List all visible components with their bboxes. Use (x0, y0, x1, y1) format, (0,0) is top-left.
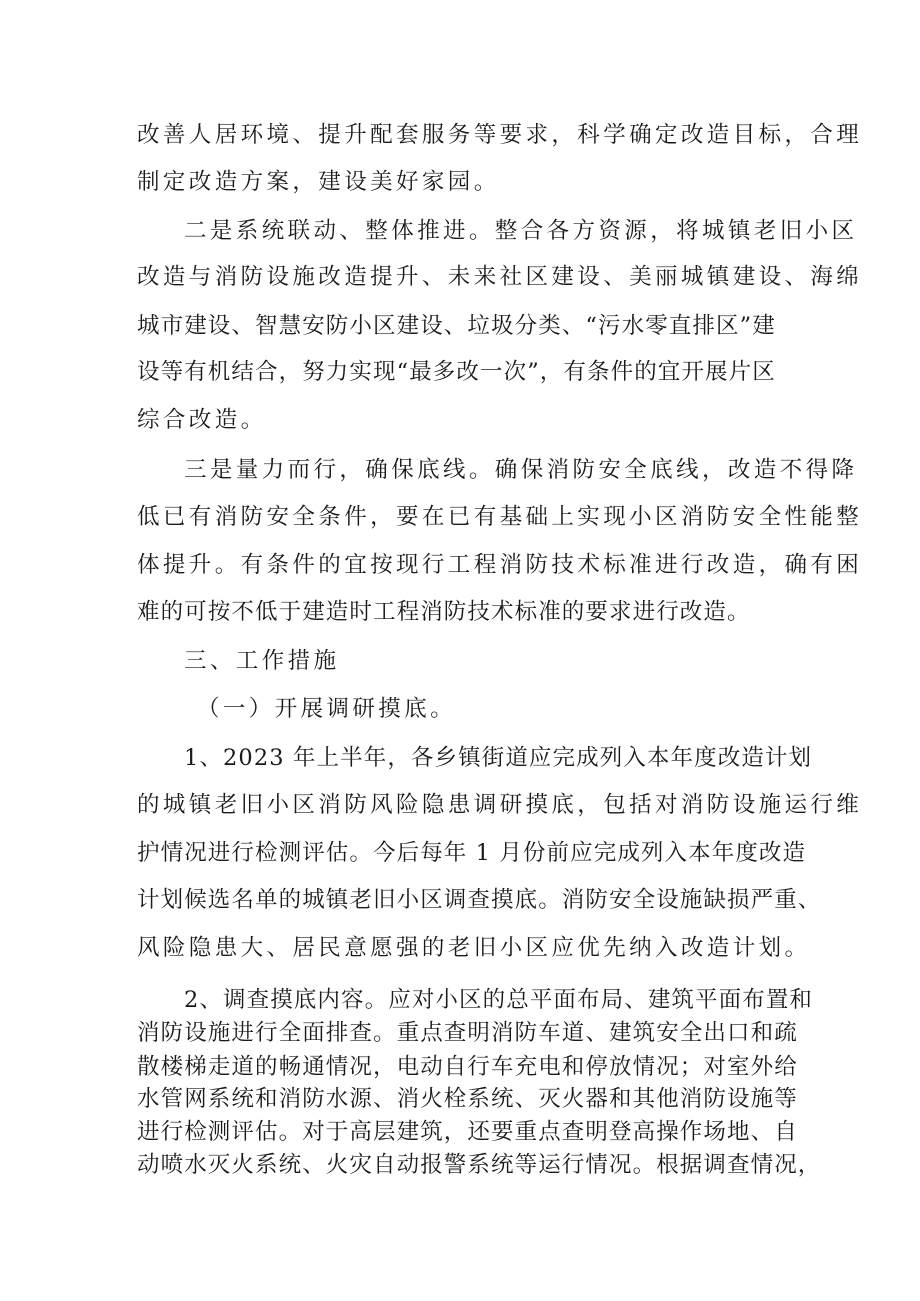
paragraph-line: 改善人居环境、提升配套服务等要求，科学确定改造目标，合理 (137, 122, 863, 148)
paragraph-line: 体提升。有条件的宜按现行工程消防技术标准进行改造，确有困 (137, 552, 863, 578)
paragraph-line: 1、2023 年上半年，各乡镇街道应完成列入本年度改造计划 (184, 745, 813, 771)
paragraph-line: 计划候选名单的城镇老旧小区调查摸底。消防安全设施缺损严重、 (137, 887, 822, 913)
subsection-heading: （一）开展调研摸底。 (197, 696, 457, 722)
paragraph-line: 护情况进行检测评估。今后每年 1 月份前应完成列入本年度改造 (137, 840, 807, 866)
paragraph-line: 的城镇老旧小区消防风险隐患调研摸底，包括对消防设施运行维 (137, 792, 863, 818)
section-heading: 三、工作措施 (184, 648, 340, 674)
paragraph-line: 水管网系统和消防水源、消火栓系统、灭火器和其他消防设施等 (137, 1086, 798, 1112)
paragraph-line: 风险隐患大、居民意愿强的老旧小区应优先纳入改造计划。 (137, 935, 811, 961)
paragraph-line: 动喷水灭火系统、火灾自动报警系统等运行情况。根据调查情况， (137, 1152, 822, 1178)
paragraph-line: 低已有消防安全条件，要在已有基础上实现小区消防安全性能整 (137, 504, 863, 530)
paragraph-line: 消防设施进行全面排查。重点查明消防车道、建筑安全出口和疏 (137, 1020, 798, 1046)
paragraph-line: 综合改造。 (137, 407, 267, 433)
paragraph-line: 城市建设、智慧安防小区建设、垃圾分类、“污水零直排区”建 (137, 313, 776, 339)
paragraph-line: 制定改造方案，建设美好家园。 (137, 169, 500, 195)
paragraph-line: 改造与消防设施改造提升、未来社区建设、美丽城镇建设、海绵 (137, 264, 863, 290)
paragraph-line: 二是系统联动、整体推进。整合各方资源，将城镇老旧小区 (184, 218, 858, 244)
paragraph-line: 进行检测评估。对于高层建筑，还要重点查明登高操作场地、自 (137, 1119, 798, 1145)
paragraph-line: 散楼梯走道的畅通情况，电动自行车充电和停放情况；对室外给 (137, 1054, 798, 1080)
paragraph-line: 三是量力而行，确保底线。确保消防安全底线，改造不得降 (184, 457, 858, 483)
paragraph-line: 设等有机结合，努力实现“最多改一次”，有条件的宜开展片区 (137, 359, 776, 385)
paragraph-line: 2、调查摸底内容。应对小区的总平面布局、建筑平面布置和 (184, 987, 814, 1013)
paragraph-line: 难的可按不低于建造时工程消防技术标准的要求进行改造。 (137, 599, 751, 625)
